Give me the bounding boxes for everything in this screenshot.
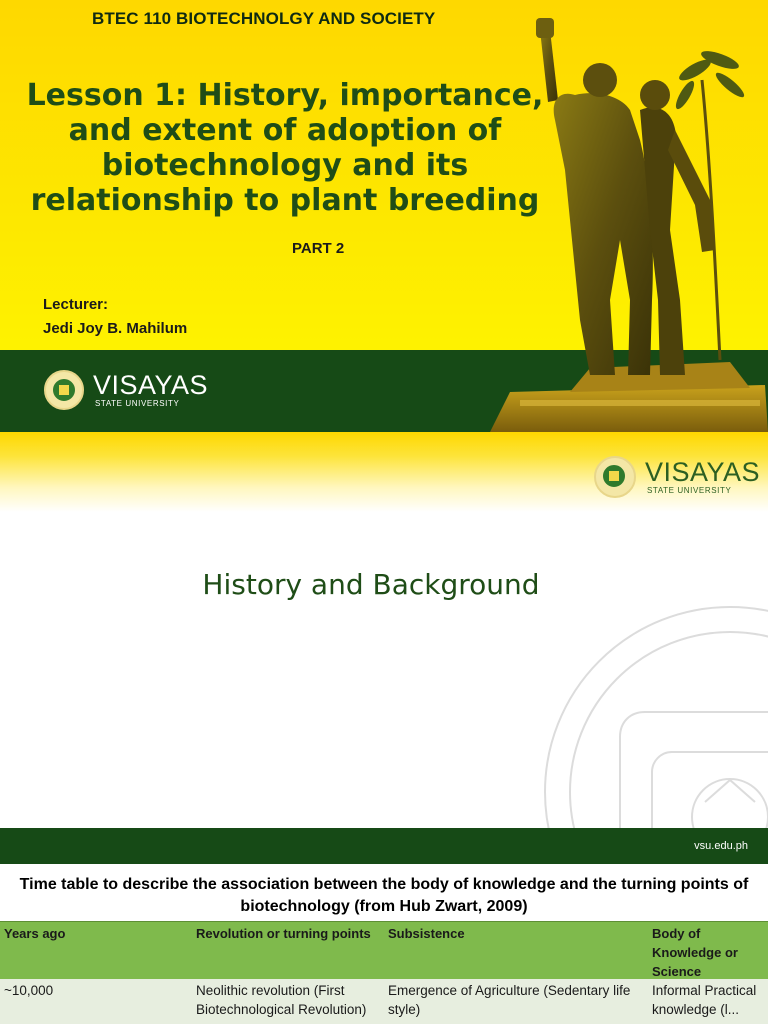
table-slide [0, 864, 768, 1024]
seal-watermark-icon [540, 602, 768, 842]
title-slide [0, 0, 768, 432]
logo-subtitle: STATE UNIVERSITY [647, 486, 732, 495]
table-cell: ~10,000 [4, 983, 54, 998]
table-caption: Time table to describe the association between the body of knowledge and the turning points of biotechnology (from Hub Zwart, 2009) [19, 876, 749, 915]
table-cell: Emergence of Agriculture (Sedentary life style) [388, 983, 631, 1017]
university-logo [44, 370, 208, 410]
lecturer-name: Jedi Joy B. Mahilum [43, 320, 188, 337]
column-header: Years ago [4, 926, 66, 941]
timeline-table [0, 921, 768, 1024]
section-title: History and Background [202, 568, 540, 601]
oblation-statue-image [480, 0, 768, 432]
website-url: vsu.edu.ph [694, 840, 748, 852]
lecturer-label: Lecturer: [43, 296, 109, 313]
part-label: PART 2 [292, 240, 345, 257]
logo-subtitle: STATE UNIVERSITY [95, 399, 180, 408]
column-header: Revolution or turning points [196, 926, 371, 941]
course-title: BTEC 110 BIOTECHNOLGY AND SOCIETY [92, 9, 436, 28]
logo-name: VISAYAS [645, 457, 761, 487]
logo-name: VISAYAS [93, 370, 209, 400]
table-row [0, 979, 768, 1024]
table-cell: Neolithic revolution (First Biotechnological Revolution) [196, 983, 367, 1017]
university-logo [594, 456, 760, 498]
column-header: Body of Knowledge or Science [652, 926, 738, 979]
lesson-title: Lesson 1: History, importance, and extent of adoption of biotechnology and its relationship to plant breeding [26, 78, 544, 218]
table-cell: Informal Practical knowledge (l... [652, 983, 757, 1017]
section-slide [0, 432, 768, 864]
column-header: Subsistence [388, 926, 465, 941]
university-seal-icon [44, 370, 84, 410]
table-header-row [0, 921, 768, 979]
university-seal-icon [594, 456, 636, 498]
footer-band [0, 828, 768, 864]
